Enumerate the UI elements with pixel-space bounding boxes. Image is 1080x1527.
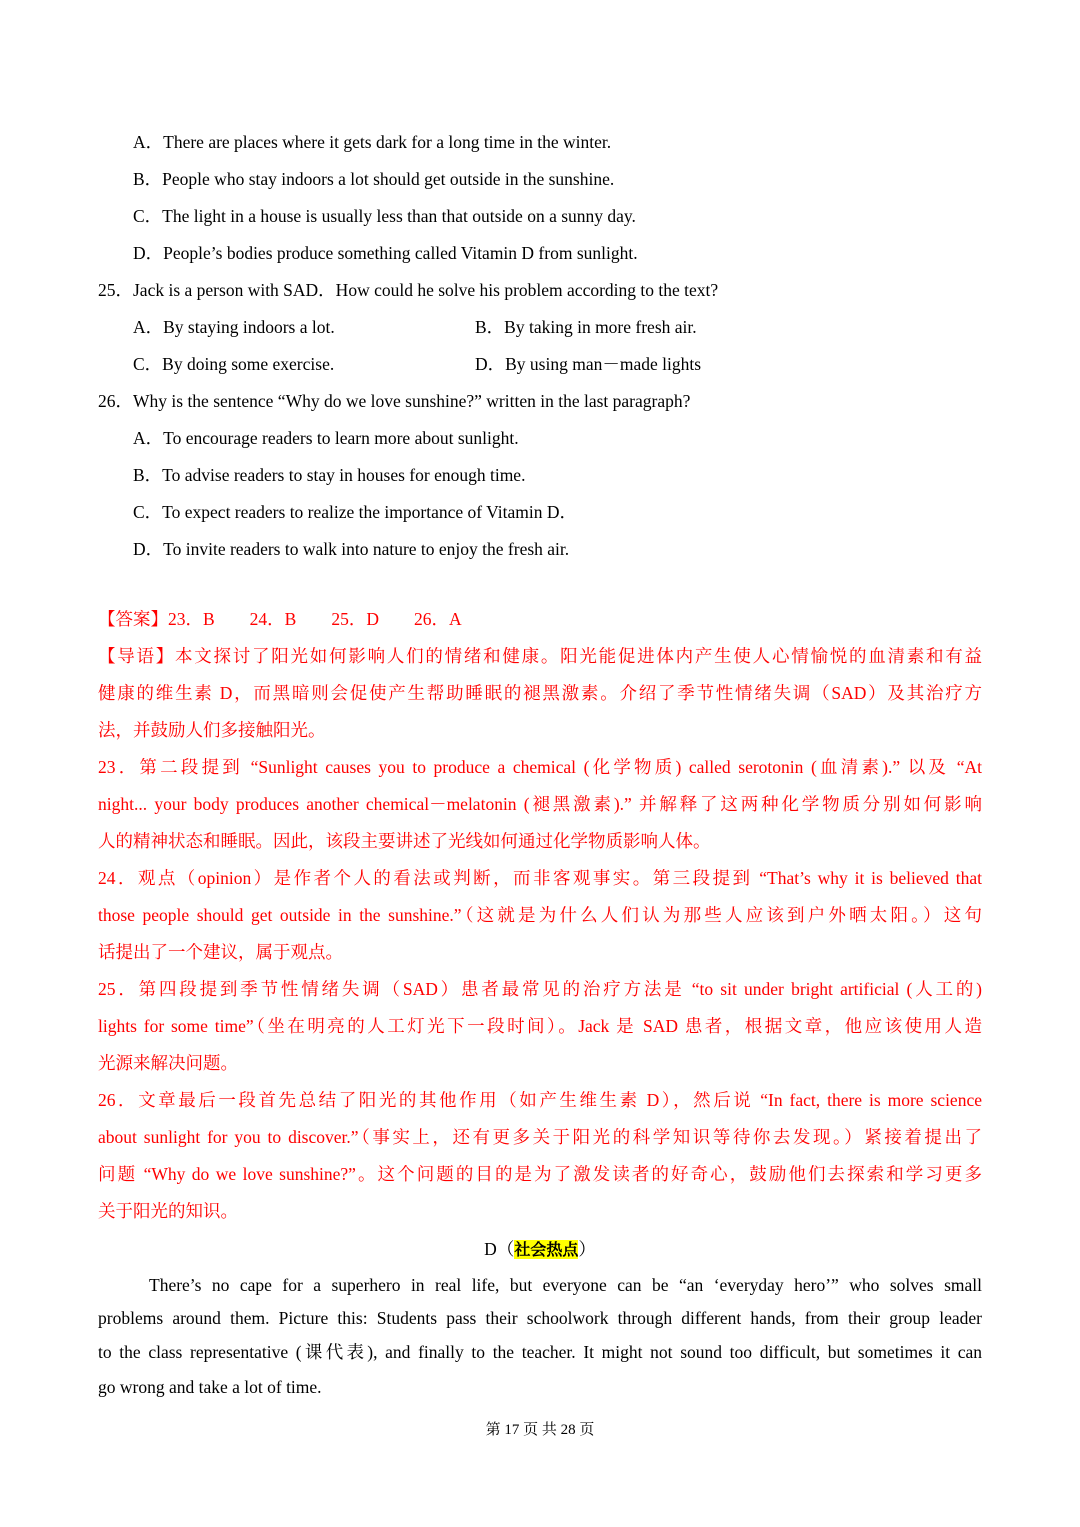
explanation-line: 26．文章最后一段首先总结了阳光的其他作用（如产生维生素 D），然后说 “In fact, there is more science — [98, 1090, 982, 1110]
explanation-line: 人的精神状态和睡眠。因此，该段主要讲述了光线如何通过化学物质影响人体。 — [98, 831, 711, 851]
question-26-stem: 26．Why is the sentence “Why do we love sunshine?” written in the last paragraph? — [98, 391, 691, 411]
option-26-a: A．To encourage readers to learn more about sunlight. — [133, 428, 519, 448]
passage-line: problems around them. Picture this: Students pass their schoolwork through different hands, from their group leader — [98, 1308, 982, 1328]
explanation-line: 法，并鼓励人们多接触阳光。 — [98, 720, 326, 740]
option-25-b: B．By taking in more fresh air. — [475, 317, 697, 337]
option-24-a: A．There are places where it gets dark for a long time in the winter. — [133, 132, 612, 152]
passage-line: go wrong and take a lot of time. — [98, 1377, 322, 1397]
option-25-a: A．By staying indoors a lot. — [133, 317, 335, 337]
question-25-stem: 25．Jack is a person with SAD．How could he solve his problem according to the text? — [98, 280, 719, 300]
section-close-paren: ） — [578, 1239, 596, 1259]
option-26-d: D．To invite readers to walk into nature to enjoy the fresh air. — [133, 539, 570, 559]
explanation-line: night... your body produces another chemical－melatonin (褪黑激素).” 并解释了这两种化学物质分别如何影响 — [98, 794, 982, 814]
page-footer: 第 17 页 共 28 页 — [485, 1422, 595, 1438]
option-25-c: C．By doing some exercise. — [133, 354, 335, 374]
explanation-line: 24．观点（opinion）是作者个人的看法或判断，而非客观事实。第三段提到 “That’s why it is believed that — [98, 868, 982, 888]
passage-line: to the class representative (课代表), and finally to the teacher. It might not sound too difficult, but sometimes it can — [98, 1342, 982, 1362]
section-heading — [0, 1237, 1080, 1262]
explanation-line: 话提出了一个建议，属于观点。 — [98, 942, 343, 962]
explanation-line: 光源来解决问题。 — [98, 1053, 238, 1073]
explanation-line: 健康的维生素 D，而黑暗则会促使产生帮助睡眠的褪黑激素。介绍了季节性情绪失调（SAD）及其治疗方 — [98, 683, 982, 703]
explanation-line: 【导语】本文探讨了阳光如何影响人们的情绪和健康。阳光能促进体内产生使人心情愉悦的血清素和有益 — [98, 646, 982, 666]
explanation-line: about sunlight for you to discover.”（事实上，还有更多关于阳光的科学知识等待你去发现。）紧接着提出了 — [98, 1127, 982, 1147]
explanation-line: lights for some time”（坐在明亮的人工灯光下一段时间）。Jack 是 SAD 患者，根据文章，他应该使用人造 — [98, 1016, 982, 1036]
section-open-paren: （ — [496, 1239, 515, 1259]
option-24-b: B．People who stay indoors a lot should get outside in the sunshine. — [133, 169, 615, 189]
option-25-d: D．By using man－made lights — [475, 354, 702, 374]
section-tag-highlight: 社会热点 — [514, 1240, 579, 1259]
explanation-line: 23．第二段提到 “Sunlight causes you to produce a chemical (化学物质) called serotonin (血清素).” 以及 “At — [98, 757, 982, 777]
option-26-b: B．To advise readers to stay in houses for enough time. — [133, 465, 526, 485]
answer-key: 【答案】23．B 24．B 25．D 26．A — [98, 609, 462, 629]
explanation-line: 关于阳光的知识。 — [98, 1201, 238, 1221]
explanation-line: 25．第四段提到季节性情绪失调（SAD）患者最常见的治疗方法是 “to sit under bright artificial (人工的) — [98, 979, 982, 999]
option-24-d: D．People’s bodies produce something called Vitamin D from sunlight. — [133, 243, 638, 263]
option-26-c: C．To expect readers to realize the importance of Vitamin D． — [133, 502, 577, 522]
section-letter: D — [484, 1239, 497, 1259]
explanation-line: 问题 “Why do we love sunshine?”。这个问题的目的是为了激发读者的好奇心，鼓励他们去探索和学习更多 — [98, 1164, 982, 1184]
passage-line: There’s no cape for a superhero in real life, but everyone can be “an ‘everyday hero’” who solves small — [149, 1275, 982, 1295]
explanation-line: those people should get outside in the sunshine.”（这就是为什么人们认为那些人应该到户外晒太阳。）这句 — [98, 905, 982, 925]
option-24-c: C．The light in a house is usually less than that outside on a sunny day. — [133, 206, 636, 226]
